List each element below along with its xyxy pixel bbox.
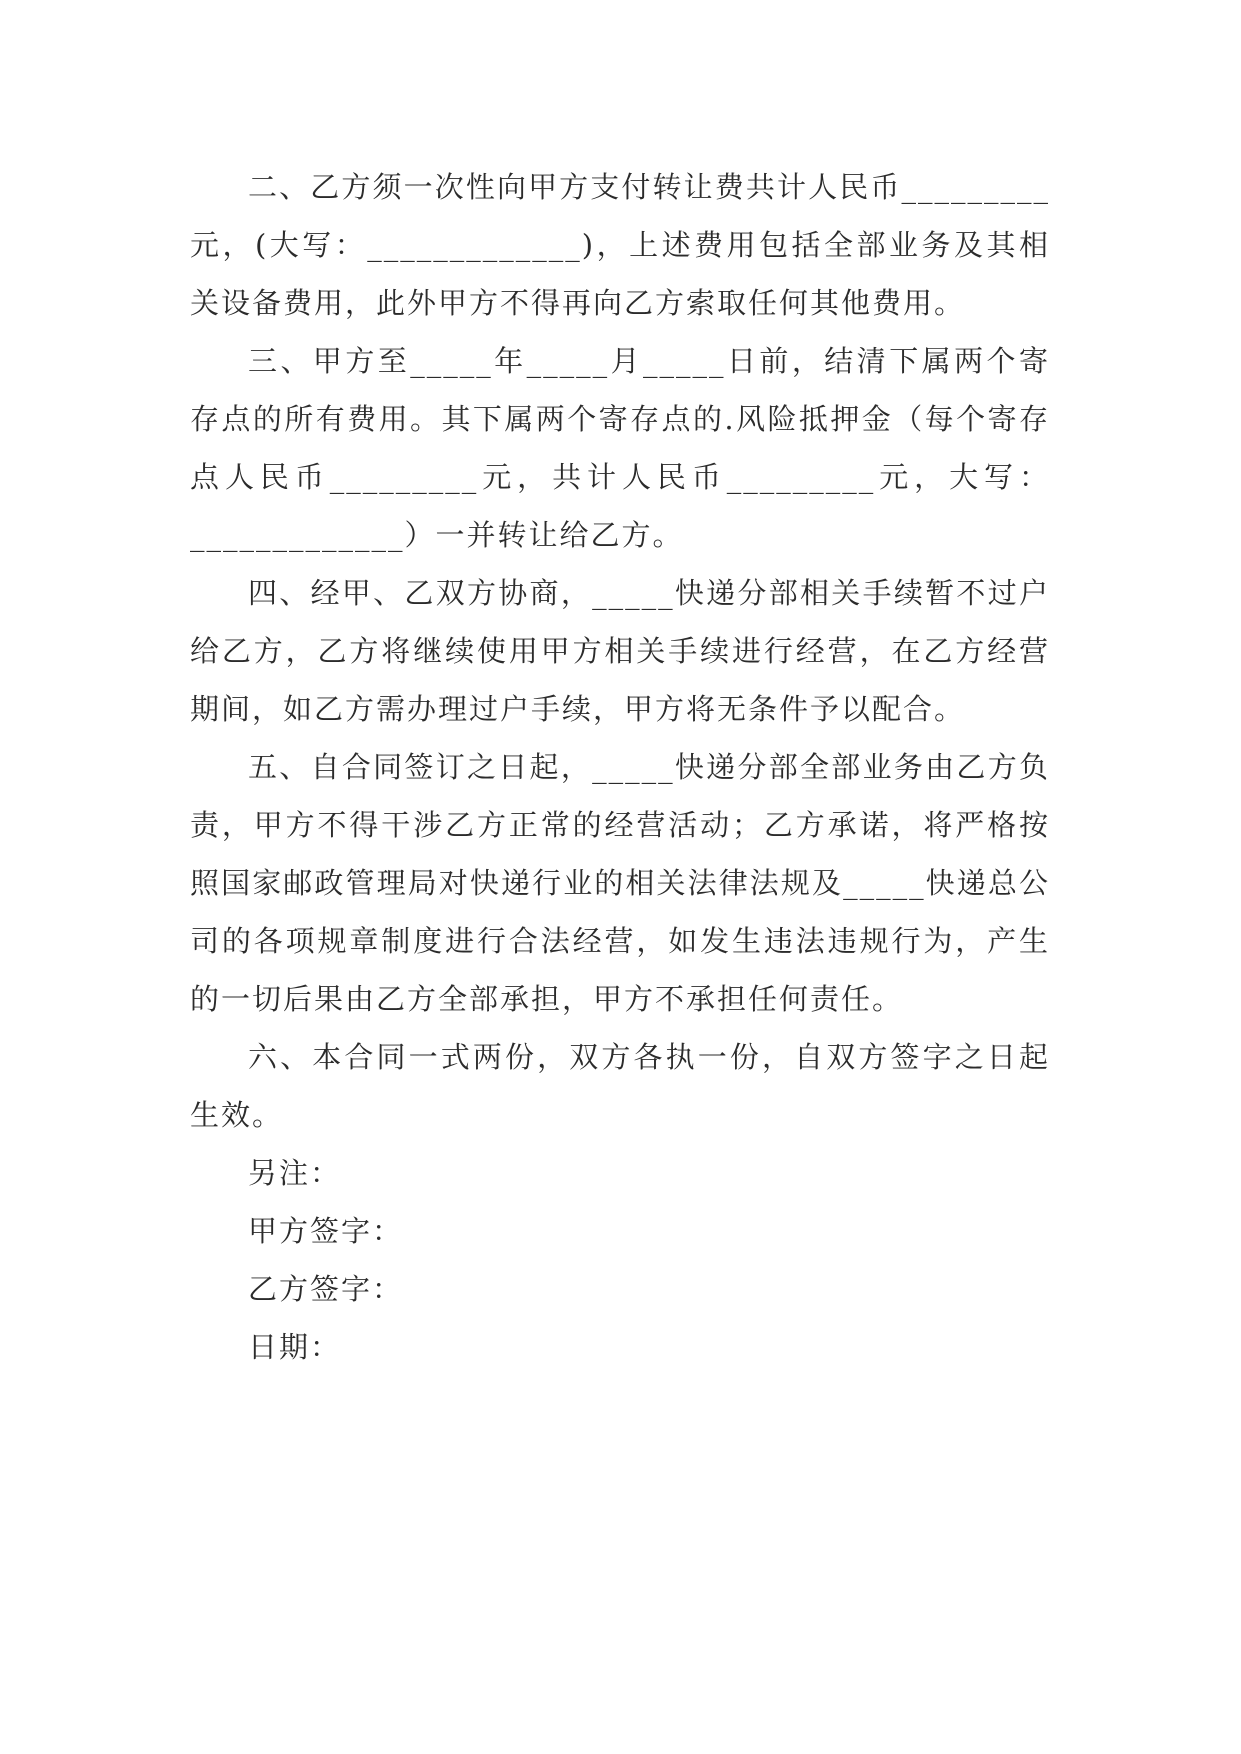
party-a-signature-label: 甲方签字： bbox=[248, 1214, 404, 1248]
document-body bbox=[190, 158, 1050, 1376]
clause-6: 六、本合同一式两份，双方各执一份，自双方签字之日起生效。 bbox=[190, 1040, 1050, 1132]
note-label: 另注： bbox=[248, 1156, 342, 1190]
clause-5: 五、自合同签订之日起，_____快递分部全部业务由乙方负责，甲方不得干涉乙方正常的经营活动；乙方承诺，将严格按照国家邮政管理局对快递行业的相关法律法规及_____快递总公司的各项规章制度进行合法经营，如发生违法违规行为，产生的一切后果由乙方全部承担，甲方不承担任何责任。 bbox=[190, 750, 1050, 1016]
clause-2: 二、乙方须一次性向甲方支付转让费共计人民币_________元，(大写：_____________)，上述费用包括全部业务及其相关设备费用，此外甲方不得再向乙方索取任何其他费用。 bbox=[190, 170, 1050, 320]
party-b-signature-label: 乙方签字： bbox=[248, 1272, 404, 1306]
clause-4: 四、经甲、乙双方协商，_____快递分部相关手续暂不过户给乙方，乙方将继续使用甲方相关手续进行经营，在乙方经营期间，如乙方需办理过户手续，甲方将无条件予以配合。 bbox=[190, 576, 1050, 726]
date-label: 日期： bbox=[248, 1330, 342, 1364]
clause-3: 三、甲方至_____年_____月_____日前，结清下属两个寄存点的所有费用。其下属两个寄存点的.风险抵押金（每个寄存点人民币_________元，共计人民币_________元，大写：_____________）一并转让给乙方。 bbox=[190, 344, 1050, 552]
